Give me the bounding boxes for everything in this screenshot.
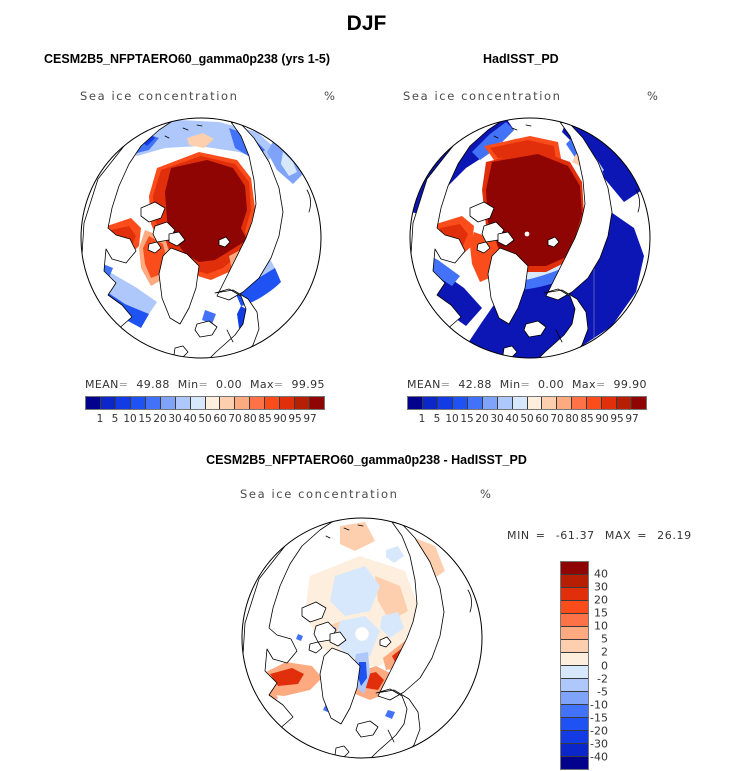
- obs-stats-row: [407, 378, 647, 391]
- diff-panel-title: CESM2B5_NFPTAERO60_gamma0p238 - HadISST_PD: [206, 453, 527, 467]
- tick-label: 5: [601, 632, 608, 646]
- tick-label: -30: [590, 737, 608, 751]
- tick-label: 20: [475, 413, 489, 425]
- colorbar-cell: [86, 397, 101, 409]
- tick-label: 10: [123, 413, 137, 425]
- obs-units-label: %: [647, 89, 658, 103]
- mean-label: MEAN=: [407, 378, 451, 391]
- colorbar-cell: [513, 397, 528, 409]
- tick-label: 20: [594, 593, 608, 607]
- max-label: Max=: [249, 378, 284, 391]
- max-label: Max=: [571, 378, 606, 391]
- colorbar-cell: [265, 397, 280, 409]
- tick-label: 70: [228, 413, 242, 425]
- tick-label: 2: [601, 645, 608, 659]
- tick-label: 10: [445, 413, 459, 425]
- obs-map-content: [408, 116, 652, 360]
- tick-label: -5: [597, 685, 608, 699]
- colorbar-cell: [453, 397, 468, 409]
- tick-label: -40: [590, 750, 608, 764]
- diff-minmax-row: [507, 529, 698, 542]
- colorbar-cell: [280, 397, 295, 409]
- model-units-label: %: [324, 89, 335, 103]
- diff-max-label: MAX: [604, 529, 632, 542]
- tick-label: 97: [303, 413, 317, 425]
- equals-sign: =: [535, 529, 546, 542]
- mean-value: 42.88: [458, 378, 492, 391]
- tick-label: 97: [625, 413, 639, 425]
- tick-label: 80: [565, 413, 579, 425]
- tick-label: 30: [490, 413, 504, 425]
- colorbar-cell: [438, 397, 453, 409]
- diff-map-content: [240, 516, 484, 760]
- diff-field-label: Sea ice concentration: [240, 487, 399, 501]
- tick-label: 60: [213, 413, 227, 425]
- tick-label: 90: [273, 413, 287, 425]
- diff-min-label: MIN: [507, 529, 530, 542]
- model-panel-title: CESM2B5_NFPTAERO60_gamma0p238 (yrs 1-5): [44, 52, 330, 66]
- season-title: DJF: [346, 12, 387, 35]
- colorbar-cell: [146, 397, 161, 409]
- tick-label: 15: [138, 413, 152, 425]
- model-colorbar-ticks: [85, 413, 325, 426]
- colorbar-cell: [587, 397, 602, 409]
- colorbar-cell: [557, 397, 572, 409]
- tick-label: 30: [594, 580, 608, 594]
- colorbar-cell: [131, 397, 146, 409]
- tick-label: 80: [243, 413, 257, 425]
- tick-label: 5: [433, 413, 441, 425]
- tick-label: 10: [594, 619, 608, 633]
- tick-label: 5: [111, 413, 119, 425]
- tick-label: 70: [550, 413, 564, 425]
- obs-panel-title: HadISST_PD: [483, 52, 559, 66]
- tick-label: 60: [535, 413, 549, 425]
- diff-max-value: 26.19: [657, 529, 692, 542]
- max-value: 99.95: [291, 378, 325, 391]
- model-stats-row: [85, 378, 325, 391]
- mean-value: 49.88: [136, 378, 170, 391]
- min-value: 0.00: [215, 378, 243, 391]
- colorbar-cell: [468, 397, 483, 409]
- obs-field-label: Sea ice concentration: [403, 89, 562, 103]
- tick-label: 50: [198, 413, 212, 425]
- colorbar-cell: [206, 397, 221, 409]
- colorbar-cell: [235, 397, 250, 409]
- tick-label: 90: [595, 413, 609, 425]
- obs-colorbar-ticks: [407, 413, 647, 426]
- max-value: 99.90: [613, 378, 647, 391]
- tick-label: 30: [168, 413, 182, 425]
- colorbar-cell: [483, 397, 498, 409]
- obs-colorbar: [407, 396, 647, 410]
- colorbar-cell: [250, 397, 265, 409]
- mean-label: MEAN=: [85, 378, 129, 391]
- tick-label: 85: [258, 413, 272, 425]
- tick-label: -20: [590, 724, 608, 738]
- tick-label: 1: [96, 413, 104, 425]
- tick-label: 95: [610, 413, 624, 425]
- diff-sea-ice-map: [240, 516, 484, 760]
- tick-label: -15: [590, 711, 608, 725]
- diff-colorbar-ticks: [574, 561, 608, 770]
- colorbar-cell: [528, 397, 543, 409]
- colorbar-cell: [310, 397, 324, 409]
- tick-label: 0: [601, 659, 608, 672]
- model-map-content: [79, 116, 323, 360]
- tick-label: 95: [288, 413, 302, 425]
- tick-label: 85: [580, 413, 594, 425]
- colorbar-cell: [542, 397, 557, 409]
- colorbar-cell: [423, 397, 438, 409]
- colorbar-cell: [220, 397, 235, 409]
- diff-units-label: %: [480, 487, 491, 501]
- colorbar-cell: [408, 397, 423, 409]
- model-field-label: Sea ice concentration: [80, 89, 239, 103]
- equals-sign: =: [637, 529, 648, 542]
- tick-label: 40: [505, 413, 519, 425]
- colorbar-cell: [295, 397, 310, 409]
- tick-label: 20: [153, 413, 167, 425]
- tick-label: 15: [460, 413, 474, 425]
- colorbar-cell: [116, 397, 131, 409]
- tick-label: -10: [590, 698, 608, 712]
- tick-label: -2: [597, 672, 608, 686]
- colorbar-cell: [617, 397, 632, 409]
- colorbar-cell: [176, 397, 191, 409]
- tick-label: 1: [418, 413, 426, 425]
- tick-label: 40: [594, 567, 608, 581]
- tick-label: 15: [594, 606, 608, 620]
- colorbar-cell: [498, 397, 513, 409]
- model-colorbar: [85, 396, 325, 410]
- tick-label: 50: [520, 413, 534, 425]
- tick-label: 40: [183, 413, 197, 425]
- min-label: Min=: [499, 378, 531, 391]
- min-label: Min=: [177, 378, 209, 391]
- colorbar-cell: [161, 397, 176, 409]
- obs-sea-ice-map: [408, 116, 652, 360]
- colorbar-cell: [191, 397, 206, 409]
- colorbar-cell: [572, 397, 587, 409]
- colorbar-cell: [632, 397, 646, 409]
- colorbar-cell: [101, 397, 116, 409]
- model-sea-ice-map: [79, 116, 323, 360]
- min-value: 0.00: [537, 378, 565, 391]
- diff-min-value: -61.37: [555, 529, 595, 542]
- colorbar-cell: [602, 397, 617, 409]
